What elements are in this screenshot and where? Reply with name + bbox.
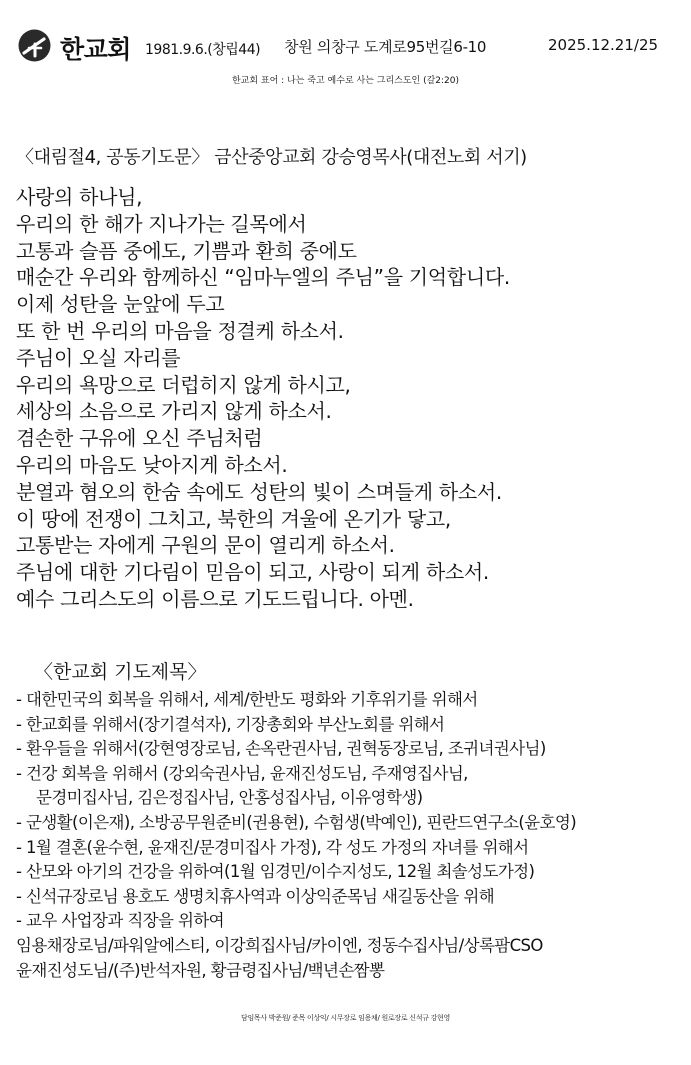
church-address: 창원 의창구 도계로95번길6-10 <box>284 38 487 56</box>
prayer-heading: 〈대림절4, 공동기도문〉 금산중앙교회 강승영목사(대전노회 서기) <box>16 147 527 168</box>
prayer-subject-item: - 1월 결혼(윤수현, 윤재진/문경미집사 가정), 각 성도 가정의 자녀를 위해서 <box>16 837 529 857</box>
prayer-line: 세상의 소음으로 가리지 않게 하소서. <box>16 399 332 424</box>
prayer-line: 분열과 혐오의 한숨 속에도 성탄의 빛이 스며들게 하소서. <box>16 479 502 504</box>
prayer-subject-item: - 한교회를 위해서(장기결석자), 기장총회와 부산노회를 위해서 <box>16 714 445 734</box>
workplace-list-line: 윤재진성도님/(주)반석자원, 황금령집사님/백년손짬뽕 <box>16 960 385 980</box>
prayer-line: 우리의 마음도 낮아지게 하소서. <box>16 452 288 477</box>
prayer-subject-item: - 산모와 아기의 건강을 위하여(1월 임경민/이수지성도, 12월 최솔성도가정) <box>16 862 535 882</box>
prayer-line: 또 한 번 우리의 마음을 정결케 하소서. <box>16 318 344 343</box>
prayer-line: 겸손한 구유에 오신 주님처럼 <box>16 426 263 451</box>
prayer-line: 고통받는 자에게 구원의 문이 열리게 하소서. <box>16 533 395 558</box>
prayer-line: 이 땅에 전쟁이 그치고, 북한의 겨울에 온기가 닿고, <box>16 506 451 531</box>
prayer-line: 매순간 우리와 함께하신 “임마누엘의 주님”을 기억합니다. <box>16 265 510 290</box>
prayer-subjects-heading: 〈한교회 기도제목〉 <box>34 661 207 683</box>
prayer-line: 예수 그리스도의 이름으로 기도드립니다. 아멘. <box>16 586 414 611</box>
prayer-line: 주님이 오실 자리를 <box>16 345 181 370</box>
prayer-subject-item: - 신석규장로님 용호도 생명치휴사역과 이상익준목님 새길동산을 위해 <box>16 886 495 906</box>
church-motto: 한교회 표어 : 나는 죽고 예수로 사는 그리스도인 (갈2:20) <box>231 76 460 86</box>
church-emblem-icon <box>18 29 51 62</box>
prayer-subject-item: - 교우 사업장과 직장을 위하여 <box>16 911 225 931</box>
prayer-subject-item: - 군생활(이은재), 소방공무원준비(권용현), 수험생(박예인), 핀란드연구소(윤호영) <box>16 812 577 832</box>
prayer-line: 사랑의 하나님, <box>16 185 143 209</box>
prayer-subject-item: - 환우들을 위해서(강현영장로님, 손옥란권사님, 권혁동장로님, 조귀녀권사님) <box>16 739 546 759</box>
prayer-subject-item: - 건강 회복을 위해서 (강외숙권사님, 윤재진성도님, 주재영집사님, <box>16 763 468 783</box>
prayer-subjects-list <box>16 688 576 983</box>
prayer-line: 고통과 슬픔 중에도, 기쁨과 환희 중에도 <box>16 238 357 263</box>
church-name: 한교회 <box>60 35 131 64</box>
workplace-list-line: 임용채장로님/파워알에스티, 이강희집사님/카이엔, 정동수집사님/상록팜CSO <box>16 935 543 955</box>
prayer-subject-item: - 대한민국의 회복을 위해서, 세계/한반도 평화와 기후위기를 위해서 <box>16 690 478 709</box>
issue-date: 2025.12.21/25 <box>548 36 659 54</box>
founding-date: 1981.9.6.(창립44) <box>145 42 261 58</box>
prayer-line: 우리의 욕망으로 더럽히지 않게 하시고, <box>16 372 351 397</box>
prayer-line: 이제 성탄을 눈앞에 두고 <box>16 292 225 317</box>
prayer-subject-item-continued: 문경미집사님, 김은정집사님, 안홍성집사님, 이유영학생) <box>36 788 423 808</box>
prayer-body <box>16 184 510 613</box>
prayer-line: 우리의 한 해가 지나가는 길목에서 <box>16 211 307 236</box>
prayer-line: 주님에 대한 기다림이 믿음이 되고, 사랑이 되게 하소서. <box>16 560 489 585</box>
staff-line: 담임목사 박준원/ 준목 이상익/ 시무장로 임용채/ 원로장로 신석규 강현영 <box>241 1014 450 1022</box>
bulletin-header <box>18 26 678 66</box>
